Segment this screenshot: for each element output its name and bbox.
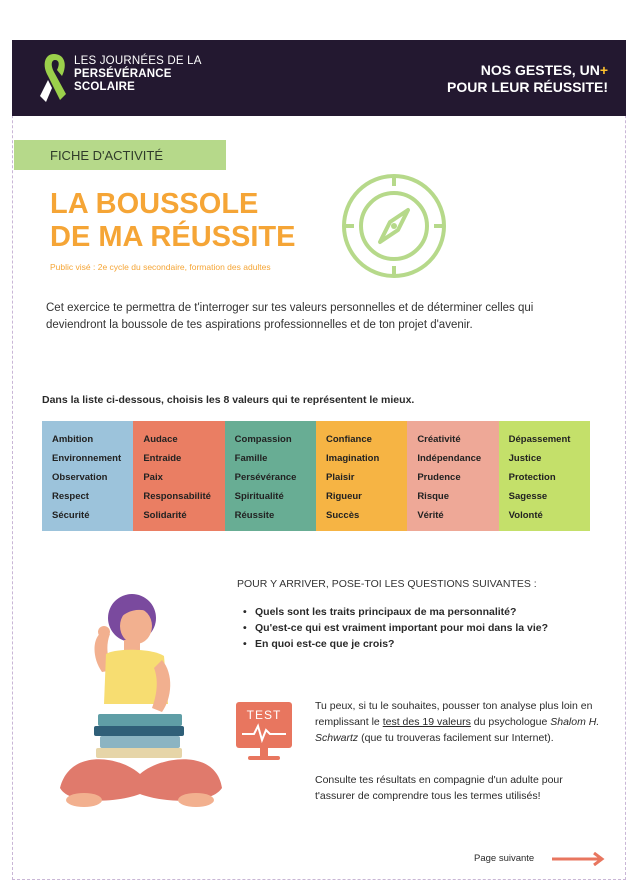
- values-table: [42, 421, 590, 531]
- questions-heading: POUR Y ARRIVER, POSE-TOI LES QUESTIONS SUIVANTES :: [237, 578, 537, 590]
- logo-wordmark: [74, 55, 202, 94]
- psychologist-name: Shalom H. Schwartz: [315, 716, 600, 744]
- value-item[interactable]: Responsabilité: [143, 491, 211, 502]
- test-link[interactable]: test des 19 valeurs: [382, 716, 471, 728]
- value-item[interactable]: Paix: [143, 472, 163, 483]
- question-item: • En quoi est-ce que je crois?: [243, 636, 548, 652]
- title-line-2: DE MA RÉUSSITE: [50, 221, 296, 253]
- test-text-2: du psychologue: [470, 716, 551, 728]
- question-item: • Quels sont les traits principaux de ma personnalité?: [243, 604, 548, 620]
- value-item[interactable]: Famille: [234, 453, 268, 464]
- page-title: [50, 188, 295, 254]
- slogan-line-2: POUR LEUR RÉUSSITE!: [446, 79, 608, 95]
- values-column: [42, 421, 133, 531]
- value-item[interactable]: Créativité: [417, 434, 461, 445]
- value-item[interactable]: Indépendance: [417, 453, 482, 464]
- activity-tag-label: FICHE D'ACTIVITÉ: [50, 148, 163, 163]
- arrow-right-icon[interactable]: [552, 852, 608, 866]
- value-item[interactable]: Audace: [143, 434, 178, 445]
- value-item[interactable]: Justice: [508, 453, 542, 464]
- value-item[interactable]: Spiritualité: [234, 491, 284, 502]
- logo-line-3: SCOLAIRE: [74, 81, 136, 93]
- slogan-line-1: NOS GESTES, UN: [480, 62, 600, 78]
- value-item[interactable]: Volonté: [508, 510, 543, 521]
- test-icon-label: TEST: [246, 708, 282, 722]
- logo-line-1: LES JOURNÉES DE LA: [74, 55, 202, 67]
- logo-line-2: PERSÉVÉRANCE: [74, 68, 172, 80]
- intro-paragraph: Cet exercice te permettra de t'interroger sur tes valeurs personnelles et de déterminer celles qui deviendront la boussole de tes aspirations professionnelles et de ton projet d'avenir.: [46, 302, 534, 331]
- question-item: • Qu'est-ce qui est vraiment important pour moi dans la vie?: [243, 620, 548, 636]
- questions-list: [243, 604, 548, 652]
- thinking-woman-illustration: [40, 588, 240, 818]
- value-item[interactable]: Ambition: [52, 434, 94, 445]
- value-item[interactable]: Sécurité: [52, 510, 90, 521]
- value-item[interactable]: Protection: [508, 472, 556, 483]
- ribbon-logo-icon: [34, 50, 74, 108]
- test-monitor-icon: [234, 700, 294, 770]
- page-header: [12, 40, 626, 116]
- slogan: [447, 62, 608, 96]
- value-item[interactable]: Compassion: [234, 434, 292, 445]
- values-column: [316, 421, 407, 531]
- value-item[interactable]: Entraide: [143, 453, 182, 464]
- values-column: [407, 421, 498, 531]
- value-item[interactable]: Respect: [52, 491, 89, 502]
- values-column: [133, 421, 224, 531]
- value-item[interactable]: Observation: [52, 472, 108, 483]
- value-item[interactable]: Environnement: [52, 453, 122, 464]
- instruction: Dans la liste ci-dessous, choisis les 8 valeurs qui te représentent le mieux.: [42, 394, 415, 406]
- value-item[interactable]: Prudence: [417, 472, 461, 483]
- compass-icon: [340, 172, 448, 280]
- values-column: [499, 421, 590, 531]
- activity-tag: [14, 140, 226, 170]
- value-item[interactable]: Confiance: [325, 434, 372, 445]
- value-item[interactable]: Dépassement: [508, 434, 571, 445]
- value-item[interactable]: Sagesse: [508, 491, 548, 502]
- value-item[interactable]: Persévérance: [234, 472, 297, 483]
- values-column: [225, 421, 316, 531]
- test-text-3: (que tu trouveras facilement sur Internet).: [358, 732, 554, 744]
- value-item[interactable]: Plaisir: [325, 472, 355, 483]
- title-line-1: LA BOUSSOLE: [50, 188, 259, 220]
- value-item[interactable]: Solidarité: [143, 510, 187, 521]
- target-audience: Public visé : 2e cycle du secondaire, formation des adultes: [50, 262, 271, 272]
- value-item[interactable]: Risque: [417, 491, 449, 502]
- value-item[interactable]: Succès: [325, 510, 360, 521]
- value-item[interactable]: Réussite: [234, 510, 275, 521]
- consult-paragraph: Consulte tes résultats en compagnie d'un adulte pour t'assurer de comprendre tous les termes utilisés!: [315, 774, 563, 802]
- test-text-1: Tu peux, si tu le souhaites, pousser ton analyse plus loin en remplissant le: [315, 700, 593, 728]
- test-paragraph: [315, 698, 605, 746]
- value-item[interactable]: Rigueur: [325, 491, 362, 502]
- value-item[interactable]: Vérité: [417, 510, 444, 521]
- slogan-plus: +: [599, 62, 608, 78]
- value-item[interactable]: Imagination: [325, 453, 380, 464]
- next-page-label[interactable]: Page suivante: [474, 853, 535, 864]
